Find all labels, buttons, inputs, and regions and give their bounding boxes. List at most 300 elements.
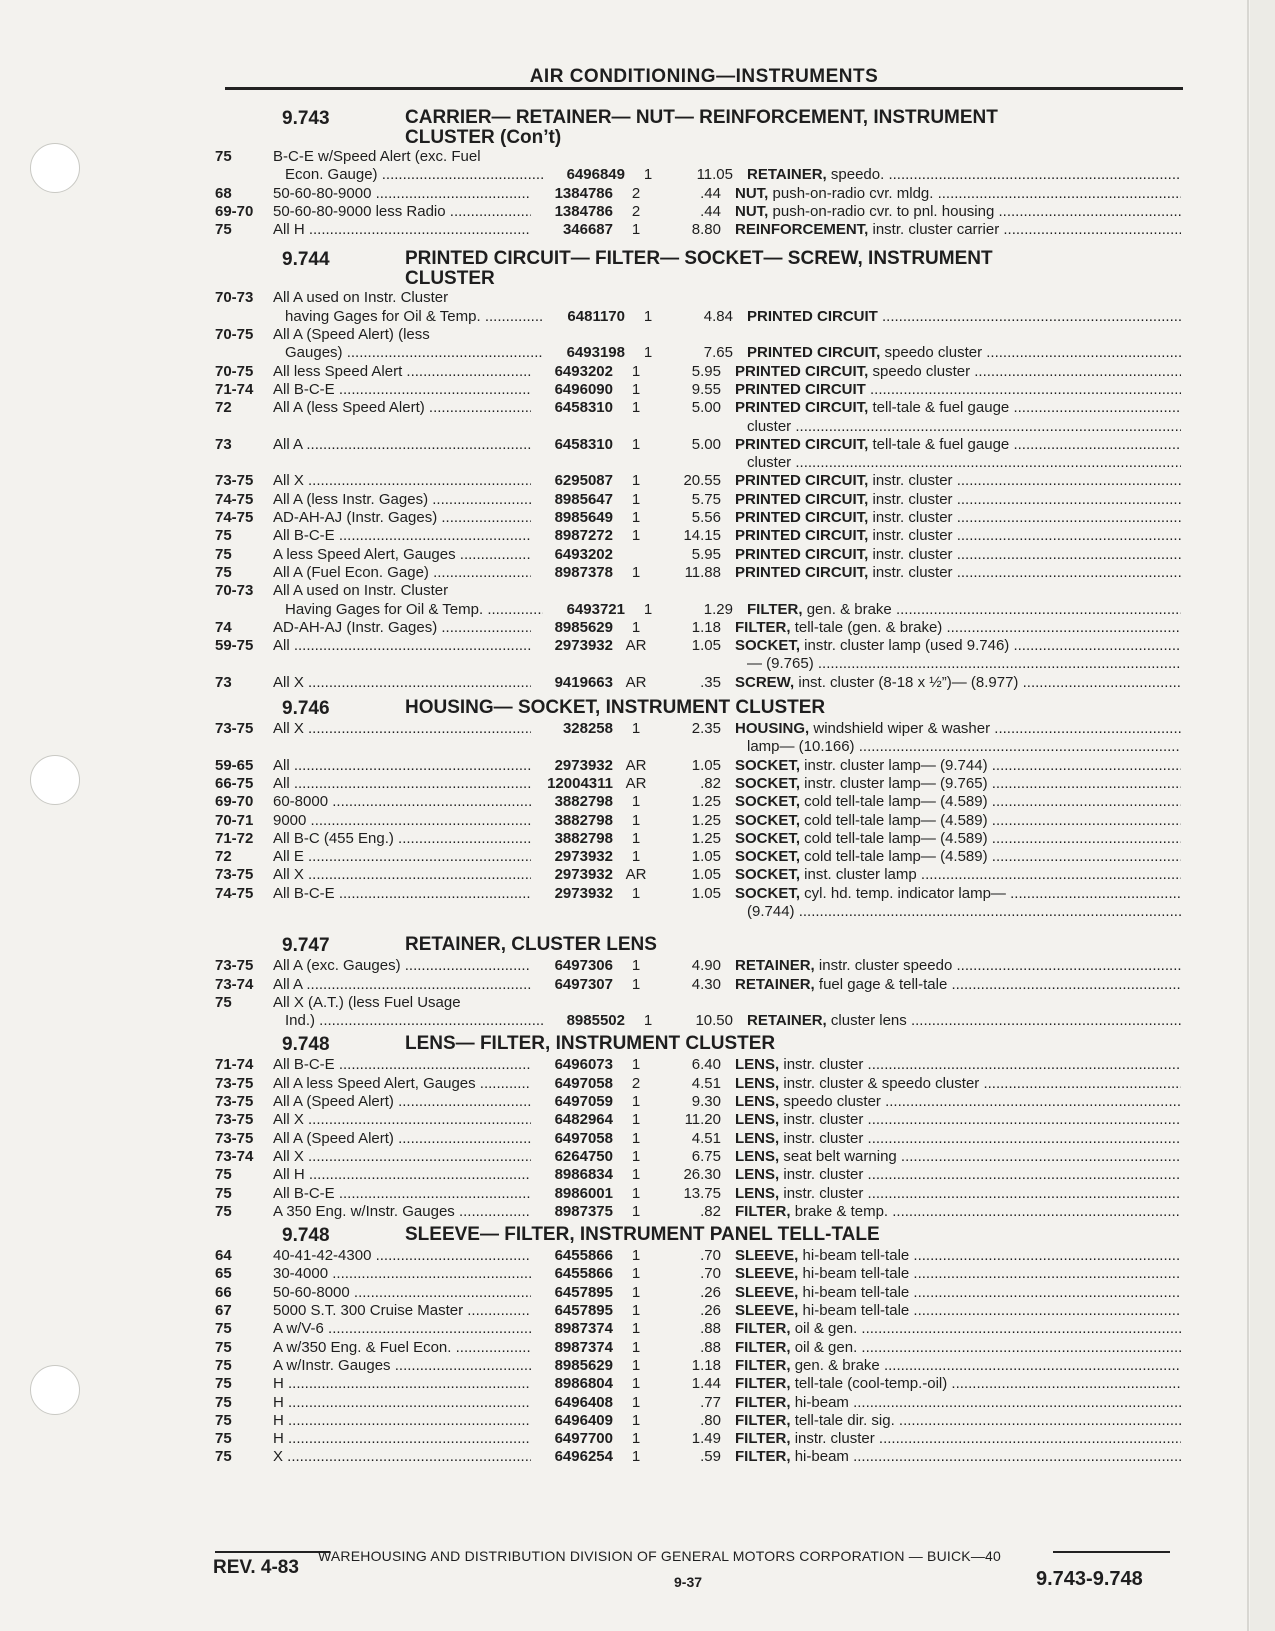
model-description: All A (Speed Alert) (less xyxy=(273,326,430,344)
model-year: 73-74 xyxy=(215,975,254,993)
part-name-detail: instr. cluster carrier xyxy=(868,221,1000,239)
part-number: 6295087 xyxy=(554,472,613,490)
table-row xyxy=(215,308,1181,326)
table-row xyxy=(215,527,1181,545)
part-number: 6497059 xyxy=(554,1093,613,1111)
price: 1.44 xyxy=(691,1375,721,1393)
model-description: All A (Fuel Econ. Gage) ..... xyxy=(273,564,531,582)
model-description: All A (Speed Alert) ..... xyxy=(273,1093,531,1111)
price: 6.40 xyxy=(691,1056,721,1074)
model-year: 75 xyxy=(215,1411,232,1429)
part-name xyxy=(721,848,1181,866)
price: .26 xyxy=(700,1283,721,1301)
model-year: 75 xyxy=(215,1448,232,1466)
part-name-detail: hi-beam tell-tale xyxy=(798,1283,910,1301)
table-row xyxy=(215,976,1181,994)
quantity: AR xyxy=(625,866,647,884)
table-row xyxy=(215,1375,1181,1393)
model-description: All X (A.T.) (less Fuel Usage xyxy=(273,993,461,1011)
quantity: 1 xyxy=(631,975,641,993)
part-name-bold: SLEEVE, xyxy=(735,1302,799,1320)
model-year: 75 xyxy=(215,527,232,545)
model-year: 65 xyxy=(215,1265,232,1283)
table-row xyxy=(215,812,1181,830)
table-row xyxy=(215,472,1181,490)
section-heading xyxy=(215,698,1181,720)
part-name-bold: SCREW, xyxy=(735,673,795,691)
model-year xyxy=(215,166,273,184)
model-description: All X ..... xyxy=(273,472,531,490)
price: 26.30 xyxy=(683,1166,721,1184)
part-name-detail: tell-tale (gen. & brake) xyxy=(790,618,943,636)
table-row xyxy=(215,1448,1181,1466)
model-year: 73-75 xyxy=(215,1129,254,1147)
part-number: 6496849 xyxy=(566,166,625,184)
section-title xyxy=(405,1034,775,1056)
footer-division-text: WAREHOUSING AND DISTRIBUTION DIVISION OF GENERAL MOTORS CORPORATION — BUICK—40 xyxy=(318,1548,1002,1564)
part-number: 346687 xyxy=(562,221,613,239)
price: 5.95 xyxy=(691,545,721,563)
part-name xyxy=(721,720,1181,738)
part-number: 6496254 xyxy=(554,1448,613,1466)
part-name xyxy=(721,976,1181,994)
section-title xyxy=(405,249,993,289)
part-name-bold: SLEEVE, xyxy=(735,1247,799,1265)
model-year: 75 xyxy=(215,563,232,581)
part-number xyxy=(531,289,613,307)
model-description: All A used on Instr. Cluster xyxy=(273,289,449,307)
price: 13.75 xyxy=(683,1184,721,1202)
part-name xyxy=(721,1075,1181,1093)
part-name-detail: tell-tale (cool-temp.-oil) xyxy=(790,1375,948,1393)
part-name-bold: SOCKET, xyxy=(735,811,801,829)
price: 5.75 xyxy=(691,490,721,508)
part-name xyxy=(721,1203,1181,1221)
model-year: 75 xyxy=(215,993,232,1011)
table-row xyxy=(215,509,1181,527)
table-row xyxy=(215,757,1181,775)
quantity: 1 xyxy=(631,1430,641,1448)
part-name-detail: gen. & brake xyxy=(790,1356,880,1374)
quantity xyxy=(613,655,659,673)
quantity: 1 xyxy=(631,1283,641,1301)
part-name xyxy=(721,1375,1181,1393)
part-name-detail: instr. cluster xyxy=(790,1430,875,1448)
part-name xyxy=(721,1284,1181,1302)
part-name-bold: NUT, xyxy=(735,202,769,220)
quantity: 1 xyxy=(631,720,641,738)
quantity: 1 xyxy=(631,1129,641,1147)
part-name xyxy=(721,738,1181,756)
section-title-line: SLEEVE— FILTER, INSTRUMENT PANEL TELL-TALE xyxy=(405,1224,880,1246)
part-name-bold: FILTER, xyxy=(735,1338,791,1356)
quantity: 1 xyxy=(631,472,641,490)
model-description: X ..... xyxy=(273,1448,531,1466)
part-name xyxy=(721,1185,1181,1203)
price: .80 xyxy=(700,1411,721,1429)
price: .82 xyxy=(700,1202,721,1220)
part-name-detail: tell-tale dir. sig. xyxy=(790,1411,895,1429)
section-title xyxy=(405,935,657,957)
section-number: 9.744 xyxy=(282,249,330,271)
page-number: 9-37 xyxy=(674,1574,703,1590)
part-name-detail: speedo cluster xyxy=(880,344,983,362)
table-row xyxy=(215,1056,1181,1074)
model-year: 75 xyxy=(215,1375,232,1393)
part-name-bold: LENS, xyxy=(735,1074,780,1092)
part-name-detail: fuel gage & tell-tale xyxy=(814,975,948,993)
part-name-bold: FILTER, xyxy=(747,600,803,618)
price xyxy=(659,289,721,307)
price: 5.00 xyxy=(691,435,721,453)
price: 4.30 xyxy=(691,975,721,993)
part-name xyxy=(721,757,1181,775)
quantity: 1 xyxy=(631,1393,641,1411)
binder-hole-top xyxy=(30,143,80,193)
part-name-detail: instr. cluster xyxy=(779,1184,864,1202)
model-description: All H ..... xyxy=(273,221,531,239)
section-heading xyxy=(215,108,1181,148)
price: 6.75 xyxy=(691,1147,721,1165)
part-name-detail: instr. cluster xyxy=(779,1111,864,1129)
quantity: 1 xyxy=(631,1448,641,1466)
price: .59 xyxy=(700,1448,721,1466)
model-year: 75 xyxy=(215,148,232,165)
table-row xyxy=(215,775,1181,793)
section-title-line: CLUSTER (Con’t) xyxy=(405,127,562,148)
part-name xyxy=(721,203,1181,221)
model-description: All E ..... xyxy=(273,848,531,866)
part-number: 6496073 xyxy=(554,1056,613,1074)
table-row xyxy=(215,166,1181,184)
part-name xyxy=(733,166,1181,184)
quantity: 1 xyxy=(631,1147,641,1165)
part-name-bold: SOCKET, xyxy=(735,884,801,902)
model-description: All B-C-E ..... xyxy=(273,381,531,399)
price: 1.05 xyxy=(691,866,721,884)
quantity xyxy=(613,454,659,472)
part-name-bold: SOCKET, xyxy=(735,829,801,847)
section-number: 9.748 xyxy=(282,1034,330,1056)
model-year: 73-75 xyxy=(215,720,254,738)
model-year: 70-73 xyxy=(215,289,254,307)
model-year: 73-75 xyxy=(215,957,254,975)
part-name-detail: speedo. xyxy=(826,166,885,184)
price xyxy=(659,148,721,166)
price xyxy=(659,738,721,756)
model-year: 72 xyxy=(215,399,232,417)
part-name xyxy=(721,655,1181,673)
model-year xyxy=(215,903,273,921)
part-number: 3882798 xyxy=(554,793,613,811)
model-year: 75 xyxy=(215,1320,232,1338)
table-row xyxy=(215,601,1181,619)
parts-list xyxy=(215,108,1181,1467)
model-description: All ..... xyxy=(273,775,531,793)
part-name xyxy=(721,527,1181,545)
model-year: 75 xyxy=(215,1202,232,1220)
part-name-bold: SOCKET, xyxy=(735,756,801,774)
part-name-bold: RETAINER, xyxy=(735,957,815,975)
price: 10.50 xyxy=(695,1012,733,1030)
part-name-bold: LENS, xyxy=(735,1184,780,1202)
table-row xyxy=(215,1111,1181,1129)
part-name-bold: FILTER, xyxy=(735,1411,791,1429)
part-name-bold: HOUSING, xyxy=(735,720,810,738)
section-title-line: CLUSTER xyxy=(405,268,495,290)
model-description: Having Gages for Oil & Temp. ..... xyxy=(273,601,543,619)
part-name-bold: PRINTED CIRCUIT, xyxy=(735,545,869,563)
part-name xyxy=(721,363,1181,381)
table-row xyxy=(215,738,1181,756)
model-year: 68 xyxy=(215,184,232,202)
part-name xyxy=(721,1339,1181,1357)
part-number: 8985649 xyxy=(554,509,613,527)
price: 1.18 xyxy=(691,1356,721,1374)
part-name xyxy=(721,1430,1181,1448)
model-year: 66-75 xyxy=(215,774,254,792)
part-name-detail: hi-beam tell-tale xyxy=(798,1265,910,1283)
part-number: 6497307 xyxy=(554,975,613,993)
quantity: 1 xyxy=(631,1247,641,1265)
model-year xyxy=(215,655,273,673)
model-year xyxy=(215,601,273,619)
part-name xyxy=(721,866,1181,884)
model-year xyxy=(215,1012,273,1030)
price: 11.05 xyxy=(696,166,733,184)
footer-rule-right xyxy=(1053,1551,1170,1553)
model-year: 75 xyxy=(215,221,232,239)
table-row xyxy=(215,148,1181,166)
model-year: 70-75 xyxy=(215,362,254,380)
quantity: 1 xyxy=(631,957,641,975)
price: .44 xyxy=(700,184,721,202)
table-row xyxy=(215,1430,1181,1448)
part-name xyxy=(721,1265,1181,1283)
model-description: All H ..... xyxy=(273,1166,531,1184)
part-name-bold: PRINTED CIRCUIT xyxy=(735,380,866,398)
model-description: 50-60-80-9000 less Radio ..... xyxy=(273,203,531,221)
quantity: 1 xyxy=(631,1302,641,1320)
part-name-detail: instr. cluster lamp— (9.765) xyxy=(800,774,988,792)
part-number xyxy=(531,903,613,921)
part-number: 6482964 xyxy=(554,1111,613,1129)
section-heading xyxy=(215,935,1181,957)
quantity xyxy=(613,546,659,564)
part-name-bold: PRINTED CIRCUIT, xyxy=(735,527,869,545)
price: 1.18 xyxy=(691,618,721,636)
part-name xyxy=(721,1130,1181,1148)
part-name-detail: cluster xyxy=(747,454,792,472)
price: 9.55 xyxy=(691,380,721,398)
section-title-line: LENS— FILTER, INSTRUMENT CLUSTER xyxy=(405,1033,776,1055)
model-year: 75 xyxy=(215,1393,232,1411)
model-description: All A ..... xyxy=(273,976,531,994)
part-name xyxy=(721,957,1181,975)
section-heading xyxy=(215,249,1181,289)
model-description: A w/V-6 ..... xyxy=(273,1320,531,1338)
part-number: 6497700 xyxy=(554,1430,613,1448)
model-year xyxy=(215,418,273,436)
price: .88 xyxy=(700,1338,721,1356)
part-name-bold: PRINTED CIRCUIT, xyxy=(747,344,881,362)
part-name-detail: tell-tale & fuel gauge xyxy=(868,435,1010,453)
part-number: 2973932 xyxy=(554,866,613,884)
section-title xyxy=(405,1225,880,1247)
table-row xyxy=(215,1265,1181,1283)
table-row xyxy=(215,1247,1181,1265)
quantity: 1 xyxy=(631,793,641,811)
model-description: All B-C-E ..... xyxy=(273,527,531,545)
model-year: 75 xyxy=(215,1356,232,1374)
model-description: A w/350 Eng. & Fuel Econ. ..... xyxy=(273,1339,531,1357)
model-year: 75 xyxy=(215,1430,232,1448)
model-description: All X ..... xyxy=(273,1148,531,1166)
model-description xyxy=(273,454,531,472)
part-name-detail: instr. cluster xyxy=(868,490,953,508)
part-name-bold: SOCKET, xyxy=(735,774,801,792)
part-number: 6496408 xyxy=(554,1393,613,1411)
part-number: 1384786 xyxy=(554,184,613,202)
quantity xyxy=(613,994,659,1012)
price: 9.30 xyxy=(691,1093,721,1111)
table-row xyxy=(215,1302,1181,1320)
part-name xyxy=(721,775,1181,793)
model-year: 71-74 xyxy=(215,1056,254,1074)
part-name-bold: FILTER, xyxy=(735,1356,791,1374)
quantity: 1 xyxy=(631,884,641,902)
part-name-bold: PRINTED CIRCUIT, xyxy=(735,509,869,527)
part-name-detail: cold tell-tale lamp— (4.589) xyxy=(800,793,988,811)
part-name-detail: instr. cluster xyxy=(779,1129,864,1147)
quantity: 1 xyxy=(631,848,641,866)
price: 1.05 xyxy=(691,756,721,774)
model-description: A 350 Eng. w/Instr. Gauges ..... xyxy=(273,1203,531,1221)
part-name-bold: LENS, xyxy=(735,1166,780,1184)
table-row xyxy=(215,1203,1181,1221)
price xyxy=(659,418,721,436)
model-year: 72 xyxy=(215,848,232,866)
table-row xyxy=(215,903,1181,921)
table-row xyxy=(215,381,1181,399)
model-year: 59-65 xyxy=(215,756,254,774)
part-name-bold: RETAINER, xyxy=(747,1012,827,1030)
part-name xyxy=(721,546,1181,564)
part-name-bold: REINFORCEMENT, xyxy=(735,221,869,239)
quantity xyxy=(613,738,659,756)
quantity: 1 xyxy=(643,307,653,325)
part-number: 8987374 xyxy=(554,1320,613,1338)
table-row xyxy=(215,1320,1181,1338)
part-name xyxy=(721,1247,1181,1265)
table-row xyxy=(215,399,1181,417)
part-number: 6481170 xyxy=(567,307,625,325)
table-row xyxy=(215,1148,1181,1166)
part-name xyxy=(721,812,1181,830)
model-year xyxy=(215,308,273,326)
part-name-bold: PRINTED CIRCUIT, xyxy=(735,563,869,581)
part-name-bold: NUT, xyxy=(735,184,769,202)
table-row xyxy=(215,491,1181,509)
part-name-detail: hi-beam tell-tale xyxy=(798,1302,910,1320)
part-name-detail: push-on-radio cvr. to pnl. housing xyxy=(768,202,995,220)
part-name xyxy=(721,564,1181,582)
part-name xyxy=(721,1320,1181,1338)
quantity: 1 xyxy=(643,166,653,184)
price xyxy=(659,454,721,472)
part-name-detail: cold tell-tale lamp— (4.589) xyxy=(800,811,988,829)
quantity: 1 xyxy=(631,490,641,508)
table-row xyxy=(215,1185,1181,1203)
quantity: 1 xyxy=(631,1056,641,1074)
model-year: 73 xyxy=(215,435,232,453)
part-number: 9419663 xyxy=(554,673,613,691)
model-description: All ..... xyxy=(273,757,531,775)
part-number: 6493198 xyxy=(566,344,625,362)
price xyxy=(659,994,721,1012)
part-name-bold: FILTER, xyxy=(735,1393,791,1411)
part-name xyxy=(721,582,1181,600)
model-year: 71-72 xyxy=(215,829,254,847)
quantity: 1 xyxy=(631,527,641,545)
price: .77 xyxy=(700,1393,721,1411)
part-name-detail: inst. cluster lamp xyxy=(800,866,917,884)
part-name-bold: FILTER, xyxy=(735,1320,791,1338)
part-name xyxy=(721,637,1181,655)
page-edge xyxy=(1247,0,1249,1631)
table-row xyxy=(215,344,1181,362)
table-row xyxy=(215,1012,1181,1030)
part-name xyxy=(721,1302,1181,1320)
part-number: 8986001 xyxy=(554,1184,613,1202)
revision-label: REV. 4-83 xyxy=(213,1557,299,1578)
model-description: 9000 ..... xyxy=(273,812,531,830)
part-name-detail: instr. cluster xyxy=(868,527,953,545)
model-year: 74-75 xyxy=(215,490,254,508)
part-name xyxy=(721,326,1181,344)
model-year: 74 xyxy=(215,618,232,636)
quantity xyxy=(613,418,659,436)
part-name xyxy=(721,221,1181,239)
quantity: 1 xyxy=(631,362,641,380)
table-row xyxy=(215,1284,1181,1302)
quantity xyxy=(613,289,659,307)
price: .88 xyxy=(700,1320,721,1338)
part-name xyxy=(721,1412,1181,1430)
quantity: 1 xyxy=(631,509,641,527)
price: 8.80 xyxy=(691,221,721,239)
price xyxy=(659,655,721,673)
quantity: 1 xyxy=(631,1411,641,1429)
table-row xyxy=(215,418,1181,436)
model-description: All B-C-E ..... xyxy=(273,1056,531,1074)
part-name-bold: SOCKET, xyxy=(735,848,801,866)
page-title: AIR CONDITIONING—INSTRUMENTS xyxy=(529,66,879,87)
part-number xyxy=(531,454,613,472)
part-name xyxy=(721,1357,1181,1375)
model-description: AD-AH-AJ (Instr. Gages) ..... xyxy=(273,509,531,527)
table-row xyxy=(215,674,1181,692)
part-name-detail: cluster lens xyxy=(826,1012,907,1030)
part-name xyxy=(721,1093,1181,1111)
model-description: All X ..... xyxy=(273,866,531,884)
part-name-bold: SOCKET, xyxy=(735,793,801,811)
part-name-bold: FILTER, xyxy=(735,1202,791,1220)
model-year: 69-70 xyxy=(215,202,254,220)
table-row xyxy=(215,848,1181,866)
price: .26 xyxy=(700,1302,721,1320)
table-row xyxy=(215,1394,1181,1412)
